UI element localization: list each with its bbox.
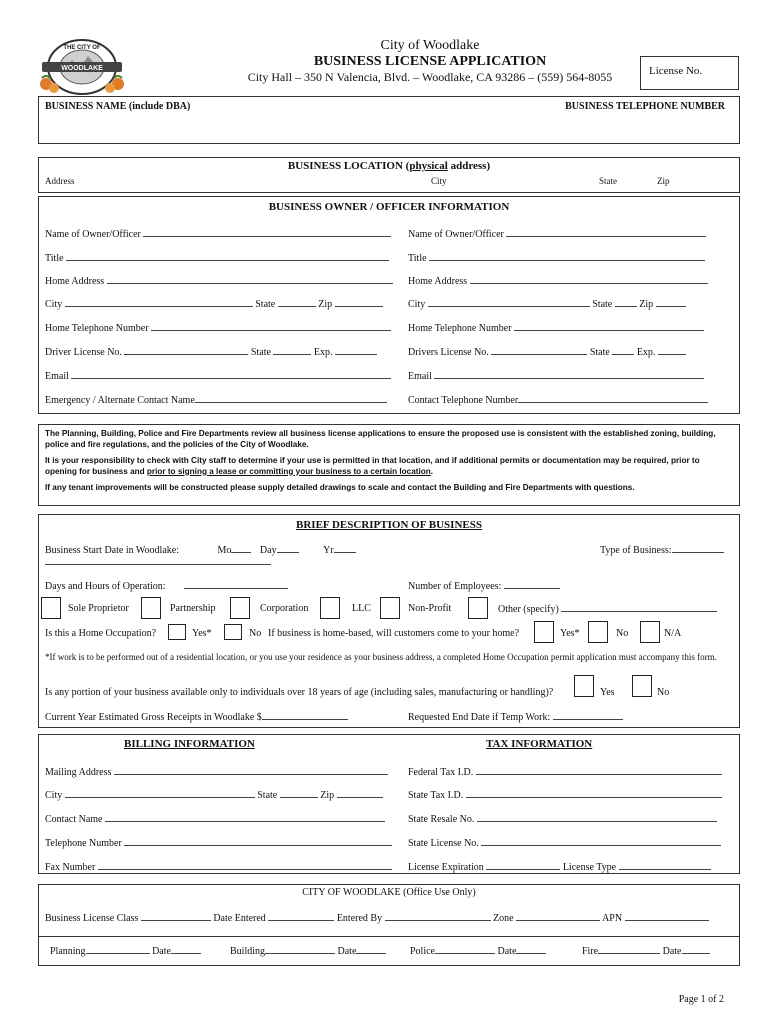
over-18-question: Is any portion of your business available only to individuals over 18 years of age (including sales, manufacturing or handling)?	[45, 687, 554, 698]
gross-receipts-field[interactable]: Current Year Estimated Gross Receipts in Woodlake $	[45, 711, 348, 723]
owner2-drivers-license-field[interactable]: Drivers License No. State Exp.	[408, 346, 686, 358]
home-occ-yes-label: Yes*	[192, 628, 212, 639]
emergency-contact-field[interactable]: Emergency / Alternate Contact Name	[45, 394, 387, 406]
owner-title-field[interactable]: Title	[45, 252, 389, 264]
owner-city-field[interactable]: City State Zip	[45, 298, 383, 310]
start-date-field[interactable]: Business Start Date in Woodlake: Mo Day Yr	[45, 544, 356, 556]
business-phone-label: BUSINESS TELEPHONE NUMBER	[565, 101, 725, 112]
type-of-business-field[interactable]: Type of Business:	[600, 544, 724, 556]
location-city-label: City	[431, 176, 447, 186]
office-use-row-1[interactable]: Business License Class Date Entered Entered By Zone APN	[45, 912, 709, 924]
business-name-label: BUSINESS NAME (include DBA)	[45, 101, 191, 112]
billing-mailing-field[interactable]: Mailing Address	[45, 766, 388, 778]
billing-city-field[interactable]: City State Zip	[45, 789, 383, 801]
nonprofit-label: Non-Profit	[408, 603, 452, 614]
over18-yes-label: Yes	[600, 687, 615, 698]
billing-contact-field[interactable]: Contact Name	[45, 813, 385, 825]
home-based-question: If business is home-based, will customers come to your home?	[268, 628, 520, 639]
customers-na-checkbox[interactable]	[640, 621, 660, 643]
business-location-box[interactable]	[38, 157, 740, 193]
billing-title: BILLING INFORMATION	[124, 738, 255, 750]
home-occ-no-checkbox[interactable]	[224, 624, 242, 640]
svg-text:THE CITY OF: THE CITY OF	[63, 45, 101, 51]
state-tax-id-field[interactable]: State Tax I.D.	[408, 789, 722, 801]
corporation-label: Corporation	[260, 603, 309, 614]
owner2-home-address-field[interactable]: Home Address	[408, 275, 708, 287]
notice-box	[38, 424, 740, 506]
notice-paragraph-1: The Planning, Building, Police and Fire Departments review all business license applications to ensure the proposed use is consistent with the established zoning, building, police and fire regulations, and the policies of the City of Woodlake.	[45, 429, 716, 449]
business-name-box[interactable]	[38, 96, 740, 144]
owner2-home-phone-field[interactable]: Home Telephone Number	[408, 322, 704, 334]
llc-checkbox[interactable]	[320, 597, 340, 619]
description-title: BRIEF DESCRIPTION OF BUSINESS	[296, 519, 482, 531]
billing-phone-field[interactable]: Telephone Number	[45, 837, 392, 849]
home-occ-no-label: No	[249, 628, 262, 639]
billing-fax-field[interactable]: Fax Number	[45, 861, 392, 873]
license-no-label: License No.	[649, 65, 703, 77]
billing-tax-box	[38, 734, 740, 874]
sole-proprietor-label: Sole Proprietor	[68, 603, 129, 614]
home-occ-yes-checkbox[interactable]	[168, 624, 186, 640]
owner2-title-field[interactable]: Title	[408, 252, 705, 264]
federal-tax-id-field[interactable]: Federal Tax I.D.	[408, 766, 722, 778]
tax-title: TAX INFORMATION	[486, 738, 593, 750]
other-checkbox[interactable]	[468, 597, 488, 619]
customers-no-label: No	[616, 628, 629, 639]
owner-email-field[interactable]: Email	[45, 370, 391, 382]
city-name: City of Woodlake	[380, 38, 480, 53]
customers-na-label: N/A	[664, 628, 682, 639]
customers-no-checkbox[interactable]	[588, 621, 608, 643]
location-state-label: State	[599, 176, 617, 186]
owner2-name-field[interactable]: Name of Owner/Officer	[408, 228, 706, 240]
planning-signoff[interactable]: Planning Date	[50, 945, 201, 957]
over18-no-checkbox[interactable]	[632, 675, 652, 697]
temp-end-date-field[interactable]: Requested End Date if Temp Work:	[408, 711, 623, 723]
home-occupation-note: *If work is to be performed out of a residential location, or you use your residence as your business address, a completed Home Occupation permit application must accompany this form.	[45, 652, 717, 662]
partnership-checkbox[interactable]	[141, 597, 161, 619]
building-signoff[interactable]: Building Date	[230, 945, 386, 957]
license-expiration-field[interactable]: License Expiration License Type	[408, 861, 711, 873]
business-location-title: BUSINESS LOCATION (physical address)	[287, 160, 491, 172]
state-resale-field[interactable]: State Resale No.	[408, 813, 717, 825]
contact-phone-field[interactable]: Contact Telephone Number	[408, 394, 708, 406]
office-use-title: CITY OF WOODLAKE (Office Use Only)	[302, 887, 476, 898]
owner-driver-license-field[interactable]: Driver License No. State Exp.	[45, 346, 377, 358]
llc-label: LLC	[352, 603, 371, 614]
over18-yes-checkbox[interactable]	[574, 675, 594, 697]
customers-yes-label: Yes*	[560, 628, 580, 639]
employees-field[interactable]: Number of Employees:	[408, 580, 560, 592]
owner2-city-field[interactable]: City State Zip	[408, 298, 686, 310]
location-zip-label: Zip	[657, 176, 670, 186]
city-seal-logo	[36, 38, 128, 96]
owner2-email-field[interactable]: Email	[408, 370, 704, 382]
days-hours-field[interactable]: Days and Hours of Operation:	[45, 580, 288, 592]
fire-signoff[interactable]: Fire Date	[582, 945, 710, 957]
notice-paragraph-3: If any tenant improvements will be constructed please supply detailed drawings to scale and contact the Building and Fire Departments with questions.	[45, 483, 635, 492]
police-signoff[interactable]: Police Date	[410, 945, 546, 957]
partnership-label: Partnership	[170, 603, 216, 614]
sole-proprietor-checkbox[interactable]	[41, 597, 61, 619]
location-address-label: Address	[45, 176, 75, 186]
nonprofit-checkbox[interactable]	[380, 597, 400, 619]
owner-info-title: BUSINESS OWNER / OFFICER INFORMATION	[268, 201, 510, 213]
corporation-checkbox[interactable]	[230, 597, 250, 619]
form-title: BUSINESS LICENSE APPLICATION	[313, 54, 547, 69]
page-number: Page 1 of 2	[678, 994, 724, 1005]
city-hall-address: City Hall – 350 N Valencia, Blvd. – Woodlake, CA 93286 – (559) 564-8055	[247, 70, 613, 84]
customers-yes-checkbox[interactable]	[534, 621, 554, 643]
start-date-line[interactable]	[45, 556, 271, 565]
owner-home-phone-field[interactable]: Home Telephone Number	[45, 322, 391, 334]
notice-paragraph-2: It is your responsibility to check with City staff to determine if your use is permitted in that location, and if additional permits or documentation may be required, prior to opening for business and prior to signing a lease or committing your business to a certain location.	[45, 456, 700, 476]
owner-name-field[interactable]: Name of Owner/Officer	[45, 228, 391, 240]
license-no-box[interactable]	[640, 56, 739, 90]
home-occupation-label: Is this a Home Occupation?	[45, 628, 157, 639]
owner-home-address-field[interactable]: Home Address	[45, 275, 393, 287]
other-specify-field[interactable]: Other (specify)	[498, 603, 717, 615]
svg-text:WOODLAKE: WOODLAKE	[61, 65, 103, 72]
over18-no-label: No	[657, 687, 670, 698]
state-license-field[interactable]: State License No.	[408, 837, 721, 849]
